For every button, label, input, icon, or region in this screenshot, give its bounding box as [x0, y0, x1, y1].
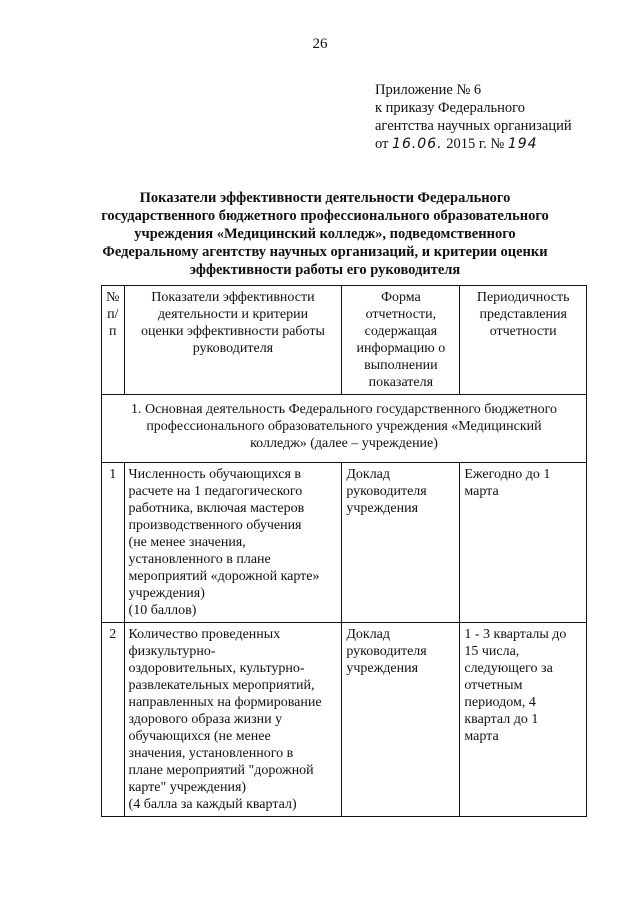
- form-line: Доклад: [346, 627, 391, 642]
- header-num-line: п/п: [107, 307, 119, 339]
- header-num-line: №: [106, 290, 120, 305]
- period-line: квартал до 1: [464, 712, 539, 727]
- section-row: [102, 395, 587, 463]
- table-row: [102, 463, 587, 623]
- header-indicator-line: оценки эффективности работы: [141, 324, 325, 339]
- indicator-line: расчете на 1 педагогического: [128, 484, 303, 499]
- indicator-line: обучающихся (не менее: [128, 729, 271, 744]
- section-line: 1. Основная деятельность Федерального государственного бюджетного: [130, 402, 557, 417]
- row-number: 1: [102, 463, 125, 623]
- row-period: [460, 463, 587, 623]
- title-line: эффективности работы его руководителя: [189, 262, 461, 278]
- indicators-table: [101, 285, 587, 817]
- appendix-line-1: Приложение № 6: [375, 82, 482, 98]
- header-period-line: Периодичность: [476, 290, 570, 305]
- indicator-line: производственного обучения: [128, 518, 302, 533]
- handwritten-number: 194: [507, 136, 538, 152]
- appendix-date-line: [375, 135, 625, 153]
- indicator-line: установленного в плане: [128, 552, 271, 567]
- header-period-line: представления: [479, 307, 567, 322]
- indicator-line: физкультурно-: [128, 644, 216, 659]
- period-line: отчетным: [464, 678, 523, 693]
- header-indicator: [124, 286, 342, 395]
- form-line: учреждения: [346, 661, 419, 676]
- form-line: учреждения: [346, 501, 419, 516]
- row-period: [460, 623, 587, 817]
- indicator-line: оздоровительных, культурно-: [128, 661, 305, 676]
- title-line: Показатели эффективности деятельности Федерального: [139, 190, 511, 206]
- indicator-line: Количество проведенных: [128, 627, 281, 642]
- section-line: профессионального образовательного учреждения «Медицинский: [146, 419, 542, 434]
- handwritten-date: 16.06.: [392, 136, 443, 152]
- indicator-line: карте" учреждения): [128, 780, 247, 795]
- period-line: 1 - 3 кварталы до: [464, 627, 567, 642]
- table-row: [102, 623, 587, 817]
- section-line: колледж» (далее – учреждение): [250, 436, 438, 451]
- row-indicator: [124, 463, 342, 623]
- indicator-line: (4 балла за каждый квартал): [128, 797, 297, 812]
- header-indicator-line: деятельности и критерии: [157, 307, 309, 322]
- header-form-line: Форма: [380, 290, 421, 305]
- period-line: Ежегодно до 1: [464, 467, 551, 482]
- table-header-row: [102, 286, 587, 395]
- indicator-line: направленных на формирование: [128, 695, 322, 710]
- row-indicator: [124, 623, 342, 817]
- title-line: государственного бюджетного профессионального образовательного: [101, 208, 549, 224]
- header-num: [102, 286, 125, 395]
- indicator-line: здорового образа жизни у: [128, 712, 283, 727]
- page-number: 26: [312, 36, 328, 52]
- header-indicator-line: руководителя: [192, 341, 274, 356]
- period-line: следующего за: [464, 661, 553, 676]
- indicator-line: значения, установленного в: [128, 746, 294, 761]
- section-heading: [102, 395, 587, 463]
- appendix-line-2: к приказу Федерального: [375, 100, 526, 116]
- row-form: [342, 623, 460, 817]
- date-prefix: от: [375, 136, 389, 152]
- indicator-line: работника, включая мастеров: [128, 501, 305, 516]
- indicator-line: Численность обучающихся в: [128, 467, 302, 482]
- indicator-line: плане мероприятий "дорожной: [128, 763, 314, 778]
- indicator-line: развлекательных мероприятий,: [128, 678, 315, 693]
- header-form-line: выполнении: [364, 358, 438, 373]
- form-line: руководителя: [346, 484, 427, 499]
- date-year: 2015 г. №: [446, 136, 505, 152]
- header-form-line: информацию о: [356, 341, 446, 356]
- form-line: руководителя: [346, 644, 427, 659]
- period-line: марта: [464, 729, 499, 744]
- indicator-line: (не менее значения,: [128, 535, 246, 550]
- header-form-line: содержащая: [364, 324, 438, 339]
- document-title: [80, 189, 570, 279]
- title-line: Федеральному агентству научных организаций, и критерии оценки: [102, 244, 548, 260]
- header-period-line: отчетности: [489, 324, 557, 339]
- header-form: [342, 286, 460, 395]
- title-line: учреждения «Медицинский колледж», подведомственного: [134, 226, 516, 242]
- period-line: периодом, 4: [464, 695, 536, 710]
- indicator-line: учреждения): [128, 586, 205, 601]
- indicator-line: (10 баллов): [128, 603, 197, 618]
- period-line: 15 числа,: [464, 644, 520, 659]
- appendix-block: [375, 81, 625, 153]
- header-indicator-line: Показатели эффективности: [151, 290, 315, 305]
- header-form-line: отчетности,: [365, 307, 437, 322]
- period-line: марта: [464, 484, 499, 499]
- indicator-line: мероприятий «дорожной карте»: [128, 569, 320, 584]
- form-line: Доклад: [346, 467, 391, 482]
- row-form: [342, 463, 460, 623]
- row-number: 2: [102, 623, 125, 817]
- header-period: [460, 286, 587, 395]
- appendix-line-3: агентства научных организаций: [375, 118, 572, 134]
- header-form-line: показателя: [368, 375, 434, 390]
